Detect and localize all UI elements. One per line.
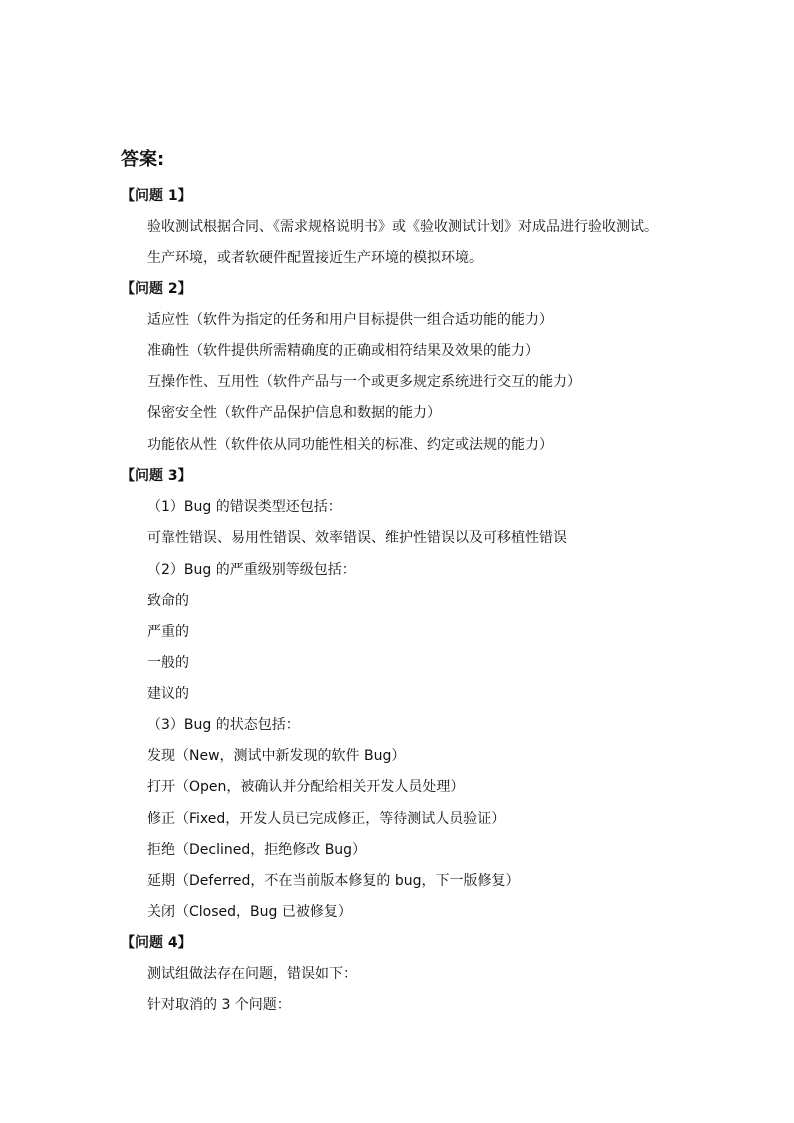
question-3-line: 打开（Open，被确认并分配给相关开发人员处理） (147, 779, 465, 795)
question-3-line: 关闭（Closed，Bug 已被修复） (147, 904, 352, 920)
question-1-heading: 【问题 1】 (121, 188, 192, 204)
question-3-line: 致命的 (147, 593, 189, 609)
question-4-line: 针对取消的 3 个问题： (147, 997, 291, 1013)
question-3-line: 延期（Deferred，不在当前版本修复的 bug，下一版修复） (147, 873, 520, 889)
answer-title: 答案: (121, 149, 165, 170)
question-2-line: 准确性（软件提供所需精确度的正确或相符结果及效果的能力） (147, 343, 539, 359)
question-1-line: 生产环境，或者软硬件配置接近生产环境的模拟环境。 (147, 250, 483, 266)
question-1-line: 验收测试根据合同、《需求规格说明书》或《验收测试计划》对成品进行验收测试。 (147, 219, 658, 235)
question-2-line: 互操作性、互用性（软件产品与一个或更多规定系统进行交互的能力） (147, 374, 581, 390)
question-3-subheading: （2）Bug 的严重级别等级包括： (147, 562, 356, 578)
question-4-heading: 【问题 4】 (121, 935, 192, 951)
question-2-line: 保密安全性（软件产品保护信息和数据的能力） (147, 405, 441, 421)
question-3-line: 可靠性错误、易用性错误、效率错误、维护性错误以及可移植性错误 (147, 530, 567, 546)
question-2-line: 适应性（软件为指定的任务和用户目标提供一组合适功能的能力） (147, 312, 553, 328)
question-2-line: 功能依从性（软件依从同功能性相关的标准、约定或法规的能力） (147, 437, 553, 453)
question-3-subheading: （3）Bug 的状态包括： (147, 717, 300, 733)
question-3-line: 建议的 (147, 686, 189, 702)
question-3-subheading: （1）Bug 的错误类型还包括： (147, 499, 342, 515)
question-4-line: 测试组做法存在问题，错误如下： (147, 966, 357, 982)
question-3-line: 严重的 (147, 624, 189, 640)
question-3-line: 修正（Fixed，开发人员已完成修正，等待测试人员验证） (147, 811, 506, 827)
question-3-line: 拒绝（Declined，拒绝修改 Bug） (147, 842, 367, 858)
question-2-heading: 【问题 2】 (121, 281, 192, 297)
question-3-line: 一般的 (147, 655, 189, 671)
question-3-line: 发现（New，测试中新发现的软件 Bug） (147, 748, 406, 764)
question-3-heading: 【问题 3】 (121, 468, 192, 484)
